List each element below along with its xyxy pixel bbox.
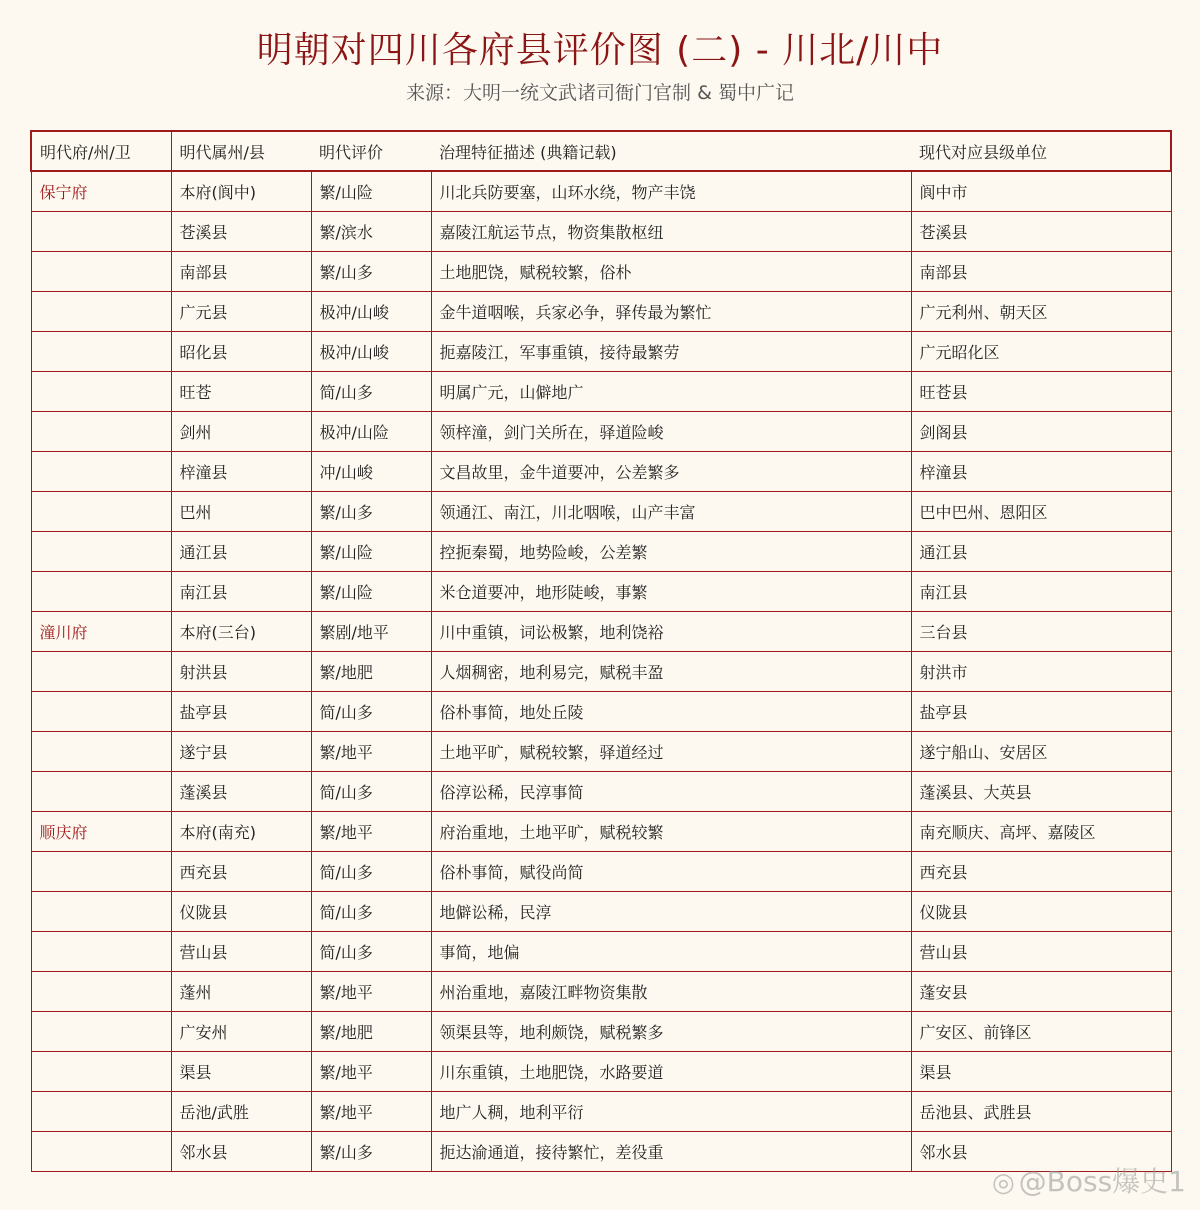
cell-county: 西充县	[171, 852, 311, 892]
cell-prefecture	[31, 932, 171, 972]
table-row	[31, 612, 1171, 652]
cell-prefecture	[31, 1052, 171, 1092]
cell-county: 旺苍	[171, 372, 311, 412]
cell-description: 嘉陵江航运节点，物资集散枢纽	[431, 212, 911, 252]
cell-prefecture: 保宁府	[31, 171, 171, 212]
cell-rating: 极冲/山峻	[311, 292, 431, 332]
cell-modern-unit: 广安区、前锋区	[911, 1012, 1171, 1052]
cell-county: 昭化县	[171, 332, 311, 372]
cell-county: 邻水县	[171, 1132, 311, 1172]
cell-modern-unit: 巴中巴州、恩阳区	[911, 492, 1171, 532]
table-row	[31, 252, 1171, 292]
cell-rating: 简/山多	[311, 852, 431, 892]
cell-description: 扼嘉陵江，军事重镇，接待最繁劳	[431, 332, 911, 372]
cell-county: 南江县	[171, 572, 311, 612]
cell-rating: 繁/地肥	[311, 1012, 431, 1052]
cell-rating: 繁/地平	[311, 1052, 431, 1092]
cell-rating: 繁/地肥	[311, 652, 431, 692]
table-row	[31, 812, 1171, 852]
table-row	[31, 1052, 1171, 1092]
header-modern-unit: 现代对应县级单位	[911, 131, 1171, 171]
cell-modern-unit: 剑阁县	[911, 412, 1171, 452]
cell-modern-unit: 渠县	[911, 1052, 1171, 1092]
table-row	[31, 532, 1171, 572]
cell-description: 领渠县等，地利颇饶，赋税繁多	[431, 1012, 911, 1052]
cell-county: 本府(阆中)	[171, 171, 311, 212]
cell-rating: 简/山多	[311, 372, 431, 412]
header-county: 明代属州/县	[171, 131, 311, 171]
cell-prefecture	[31, 852, 171, 892]
cell-rating: 繁/山险	[311, 532, 431, 572]
cell-prefecture	[31, 292, 171, 332]
cell-rating: 冲/山峻	[311, 452, 431, 492]
cell-description: 川北兵防要塞，山环水绕，物产丰饶	[431, 171, 911, 212]
header-prefecture: 明代府/州/卫	[31, 131, 171, 171]
table-row	[31, 892, 1171, 932]
watermark-text: @Boss爆史1	[1018, 1165, 1186, 1198]
cell-prefecture	[31, 652, 171, 692]
cell-modern-unit: 梓潼县	[911, 452, 1171, 492]
cell-rating: 繁/山多	[311, 252, 431, 292]
cell-description: 领梓潼，剑门关所在，驿道险峻	[431, 412, 911, 452]
cell-modern-unit: 南充顺庆、高坪、嘉陵区	[911, 812, 1171, 852]
cell-description: 控扼秦蜀，地势险峻，公差繁	[431, 532, 911, 572]
table-header-row	[31, 131, 1171, 171]
cell-description: 地僻讼稀，民淳	[431, 892, 911, 932]
table-row	[31, 972, 1171, 1012]
cell-description: 俗朴事简，地处丘陵	[431, 692, 911, 732]
cell-prefecture	[31, 492, 171, 532]
cell-description: 土地肥饶，赋税较繁，俗朴	[431, 252, 911, 292]
cell-rating: 繁/地平	[311, 1092, 431, 1132]
cell-modern-unit: 仪陇县	[911, 892, 1171, 932]
cell-description: 文昌故里，金牛道要冲，公差繁多	[431, 452, 911, 492]
cell-modern-unit: 射洪市	[911, 652, 1171, 692]
cell-modern-unit: 旺苍县	[911, 372, 1171, 412]
cell-prefecture	[31, 452, 171, 492]
cell-modern-unit: 岳池县、武胜县	[911, 1092, 1171, 1132]
cell-rating: 繁/滨水	[311, 212, 431, 252]
cell-rating: 繁/山多	[311, 1132, 431, 1172]
cell-description: 地广人稠，地利平衍	[431, 1092, 911, 1132]
table-row	[31, 932, 1171, 972]
cell-modern-unit: 邻水县	[911, 1132, 1171, 1172]
cell-description: 明属广元，山僻地广	[431, 372, 911, 412]
weibo-logo-icon: ◎	[991, 1168, 1015, 1198]
cell-modern-unit: 阆中市	[911, 171, 1171, 212]
cell-county: 梓潼县	[171, 452, 311, 492]
cell-description: 领通江、南江，川北咽喉，山产丰富	[431, 492, 911, 532]
cell-prefecture	[31, 252, 171, 292]
cell-county: 广元县	[171, 292, 311, 332]
cell-modern-unit: 广元昭化区	[911, 332, 1171, 372]
cell-prefecture	[31, 972, 171, 1012]
cell-county: 苍溪县	[171, 212, 311, 252]
cell-description: 米仓道要冲，地形陡峻，事繁	[431, 572, 911, 612]
table-row	[31, 572, 1171, 612]
cell-county: 本府(南充)	[171, 812, 311, 852]
cell-description: 川中重镇，词讼极繁，地利饶裕	[431, 612, 911, 652]
cell-rating: 简/山多	[311, 892, 431, 932]
cell-description: 川东重镇，土地肥饶，水路要道	[431, 1052, 911, 1092]
cell-modern-unit: 遂宁船山、安居区	[911, 732, 1171, 772]
cell-county: 通江县	[171, 532, 311, 572]
cell-description: 人烟稠密，地利易完，赋税丰盈	[431, 652, 911, 692]
page-subtitle: 来源：大明一统文武诸司衙门官制 & 蜀中广记	[406, 82, 794, 104]
cell-county: 本府(三台)	[171, 612, 311, 652]
cell-prefecture: 潼川府	[31, 612, 171, 652]
cell-description: 府治重地，土地平旷，赋税较繁	[431, 812, 911, 852]
cell-rating: 繁/地平	[311, 972, 431, 1012]
table-row	[31, 692, 1171, 732]
cell-county: 遂宁县	[171, 732, 311, 772]
table-row	[31, 1092, 1171, 1132]
cell-county: 南部县	[171, 252, 311, 292]
cell-prefecture	[31, 332, 171, 372]
cell-rating: 简/山多	[311, 772, 431, 812]
cell-rating: 简/山多	[311, 932, 431, 972]
page-title: 明朝对四川各府县评价图 (二) - 川北/川中	[256, 30, 944, 71]
cell-prefecture	[31, 1092, 171, 1132]
table-row	[31, 1012, 1171, 1052]
table-row	[31, 772, 1171, 812]
cell-prefecture	[31, 1132, 171, 1172]
cell-modern-unit: 蓬溪县、大英县	[911, 772, 1171, 812]
header-rating: 明代评价	[311, 131, 431, 171]
cell-prefecture	[31, 772, 171, 812]
cell-description: 金牛道咽喉，兵家必争，驿传最为繁忙	[431, 292, 911, 332]
cell-modern-unit: 营山县	[911, 932, 1171, 972]
cell-modern-unit: 蓬安县	[911, 972, 1171, 1012]
cell-prefecture	[31, 572, 171, 612]
cell-county: 巴州	[171, 492, 311, 532]
table-row	[31, 412, 1171, 452]
cell-rating: 繁/山险	[311, 572, 431, 612]
table-row	[31, 212, 1171, 252]
cell-county: 广安州	[171, 1012, 311, 1052]
cell-modern-unit: 南江县	[911, 572, 1171, 612]
cell-rating: 繁/地平	[311, 812, 431, 852]
table-row	[31, 171, 1171, 212]
cell-prefecture	[31, 732, 171, 772]
cell-county: 盐亭县	[171, 692, 311, 732]
watermark	[992, 1160, 1186, 1200]
cell-rating: 繁/地平	[311, 732, 431, 772]
table-row	[31, 492, 1171, 532]
cell-description: 俗淳讼稀，民淳事简	[431, 772, 911, 812]
cell-county: 射洪县	[171, 652, 311, 692]
cell-description: 州治重地，嘉陵江畔物资集散	[431, 972, 911, 1012]
cell-prefecture	[31, 412, 171, 452]
evaluation-table	[30, 130, 1172, 1172]
cell-county: 蓬州	[171, 972, 311, 1012]
cell-county: 营山县	[171, 932, 311, 972]
cell-rating: 繁/山多	[311, 492, 431, 532]
header-description: 治理特征描述 (典籍记载)	[431, 131, 911, 171]
cell-prefecture	[31, 692, 171, 732]
cell-description: 扼达渝通道，接待繁忙，差役重	[431, 1132, 911, 1172]
cell-description: 事简，地偏	[431, 932, 911, 972]
table-row	[31, 652, 1171, 692]
cell-prefecture	[31, 212, 171, 252]
table-row	[31, 852, 1171, 892]
table-row	[31, 332, 1171, 372]
cell-county: 仪陇县	[171, 892, 311, 932]
cell-rating: 繁剧/地平	[311, 612, 431, 652]
table-row	[31, 452, 1171, 492]
cell-modern-unit: 西充县	[911, 852, 1171, 892]
cell-modern-unit: 盐亭县	[911, 692, 1171, 732]
cell-county: 蓬溪县	[171, 772, 311, 812]
cell-modern-unit: 南部县	[911, 252, 1171, 292]
cell-county: 渠县	[171, 1052, 311, 1092]
cell-prefecture	[31, 892, 171, 932]
cell-county: 剑州	[171, 412, 311, 452]
cell-prefecture	[31, 532, 171, 572]
cell-modern-unit: 通江县	[911, 532, 1171, 572]
cell-rating: 简/山多	[311, 692, 431, 732]
cell-rating: 繁/山险	[311, 171, 431, 212]
cell-rating: 极冲/山险	[311, 412, 431, 452]
cell-prefecture: 顺庆府	[31, 812, 171, 852]
cell-description: 土地平旷，赋税较繁，驿道经过	[431, 732, 911, 772]
cell-prefecture	[31, 1012, 171, 1052]
cell-county: 岳池/武胜	[171, 1092, 311, 1132]
table-row	[31, 372, 1171, 412]
cell-modern-unit: 广元利州、朝天区	[911, 292, 1171, 332]
table-row	[31, 732, 1171, 772]
cell-description: 俗朴事简，赋役尚简	[431, 852, 911, 892]
cell-prefecture	[31, 372, 171, 412]
cell-rating: 极冲/山峻	[311, 332, 431, 372]
cell-modern-unit: 苍溪县	[911, 212, 1171, 252]
table-row	[31, 292, 1171, 332]
cell-modern-unit: 三台县	[911, 612, 1171, 652]
